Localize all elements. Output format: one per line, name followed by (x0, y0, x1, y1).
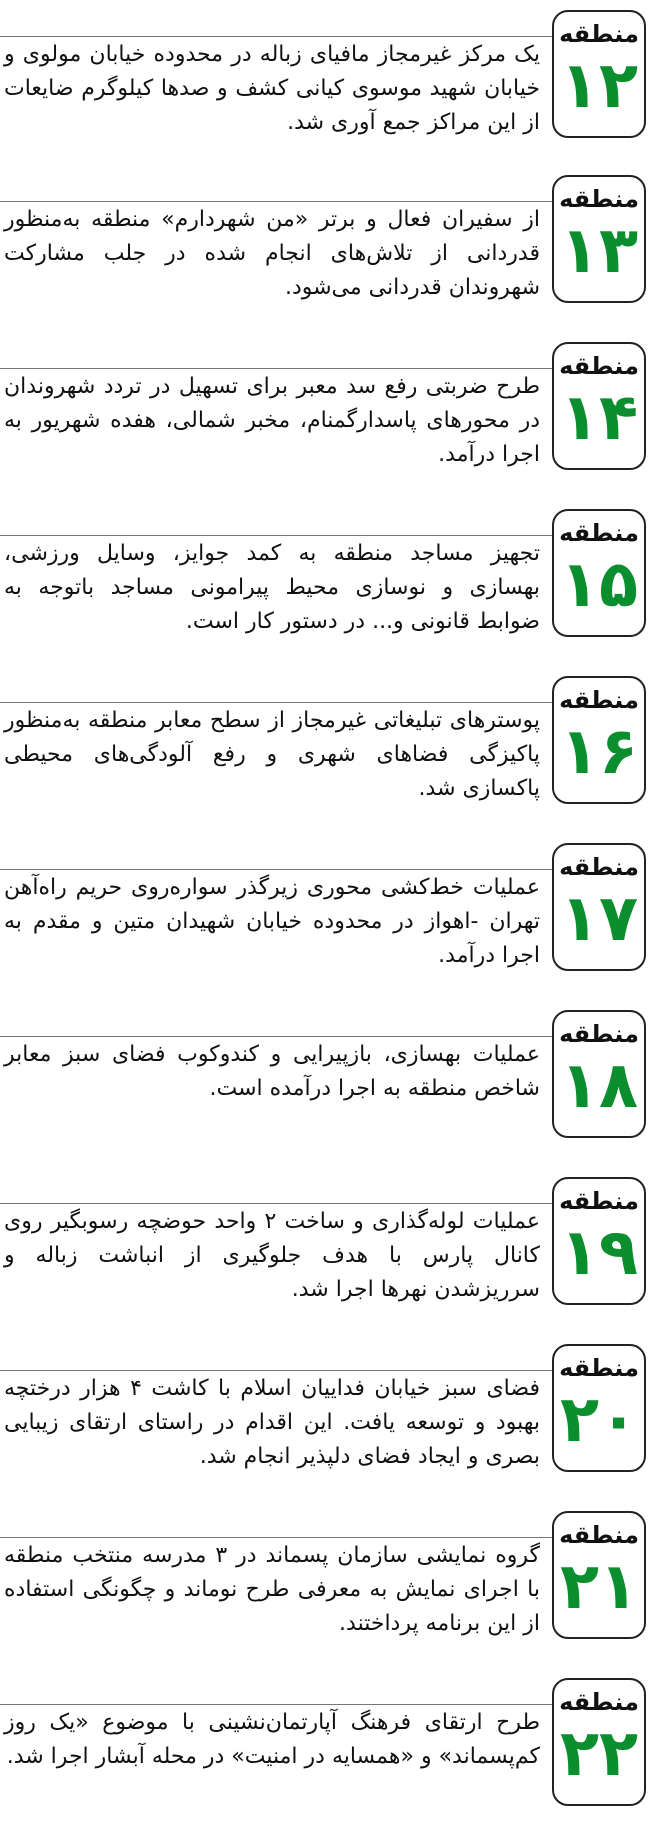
district-label: منطقه (559, 1187, 639, 1215)
district-label: منطقه (559, 853, 639, 881)
district-badge (552, 342, 646, 470)
district-news-text: از سفیران فعال و برتر «من شهردارم» منطقه به‌منظور قدردانی از تلاش‌های انجام شده در جلب مشارکت شهروندان قدردانی می‌شود. (4, 207, 540, 300)
district-news-text: عملیات خط‌کشی محوری زیرگذر سواره‌روی حریم راه‌آهن تهران -اهواز در محدوده خیابان شهیدان متین و مقدم به اجرا درآمد. (4, 875, 540, 968)
district-news-text: فضای سبز خیابان فداییان اسلام با کاشت ۴ هزار درختچه بهبود و توسعه یافت. این اقدام در راستای ارتقای زیبایی بصری و ایجاد فضای دلپذیر انجام شد. (4, 1376, 540, 1469)
district-item (0, 1511, 648, 1651)
district-number: ۱۶ (559, 715, 639, 789)
district-item (0, 1678, 648, 1818)
district-item (0, 10, 648, 150)
divider-line (0, 201, 552, 202)
district-number: ۲۰ (559, 1383, 639, 1457)
district-item (0, 1177, 648, 1317)
district-badge (552, 1678, 646, 1806)
district-news-text: پوسترهای تبلیغاتی غیرمجاز از سطح معابر منطقه به‌منظور پاکیزگی فضاهای شهری و رفع آلودگی‌های محیطی پاکسازی شد. (4, 708, 540, 801)
district-label: منطقه (559, 1020, 639, 1048)
district-news-text: عملیات لوله‌گذاری و ساخت ۲ واحد حوضچه رسوبگیر روی کانال پارس با هدف جلوگیری از انباشت زباله و سرریزشدن نهرها اجرا شد. (4, 1209, 540, 1302)
divider-line (0, 1036, 552, 1037)
district-badge (552, 1511, 646, 1639)
district-item (0, 1010, 648, 1150)
district-item (0, 509, 648, 649)
district-number: ۱۲ (559, 49, 639, 123)
district-badge (552, 10, 646, 138)
district-item (0, 175, 648, 315)
district-badge (552, 843, 646, 971)
district-badge (552, 1177, 646, 1305)
district-label: منطقه (559, 1521, 639, 1549)
district-label: منطقه (559, 1354, 639, 1382)
divider-line (0, 1370, 552, 1371)
district-item (0, 1344, 648, 1484)
district-label: منطقه (559, 185, 639, 213)
district-number: ۲۲ (559, 1717, 639, 1791)
divider-line (0, 1203, 552, 1204)
district-item (0, 843, 648, 983)
district-news-text: گروه نمایشی سازمان پسماند در ۳ مدرسه منتخب منطقه با اجرای نمایش به معرفی طرح نوماند و چگونگی استفاده از این برنامه پرداختند. (4, 1543, 540, 1636)
district-number: ۱۵ (559, 548, 639, 622)
divider-line (0, 869, 552, 870)
district-news-text: یک مرکز غیرمجاز مافیای زباله در محدوده خیابان مولوی و خیابان شهید موسوی کیانی کشف و صدها کیلوگرم ضایعات از این مراکز جمع آوری شد. (4, 42, 540, 135)
district-label: منطقه (559, 20, 639, 48)
district-number: ۱۸ (559, 1049, 639, 1123)
divider-line (0, 36, 552, 37)
divider-line (0, 368, 552, 369)
district-news-text: عملیات بهسازی، بازپیرایی و کندوکوب فضای سبز معابر شاخص منطقه به اجرا درآمده است. (4, 1042, 540, 1101)
district-number: ۱۹ (559, 1216, 639, 1290)
divider-line (0, 1704, 552, 1705)
district-number: ۱۷ (559, 882, 639, 956)
district-item (0, 342, 648, 482)
district-badge (552, 676, 646, 804)
district-news-text: طرح ضربتی رفع سد معبر برای تسهیل در تردد شهروندان در محورهای پاسدارگمنام، مخبر شمالی، هفده شهریور به اجرا درآمد. (4, 374, 540, 467)
district-label: منطقه (559, 686, 639, 714)
district-number: ۱۴ (559, 381, 639, 455)
district-number: ۱۳ (559, 214, 639, 288)
district-badge (552, 175, 646, 303)
district-label: منطقه (559, 352, 639, 380)
district-badge (552, 1010, 646, 1138)
district-news-text: تجهیز مساجد منطقه به کمد جوایز، وسایل ورزشی، بهسازی و نوسازی محیط پیرامونی مساجد باتوجه به ضوابط قانونی و... در دستور کار است. (4, 541, 540, 634)
district-label: منطقه (559, 519, 639, 547)
district-item (0, 676, 648, 816)
divider-line (0, 535, 552, 536)
district-news-text: طرح ارتقای فرهنگ آپارتمان‌نشینی با موضوع «یک روز کم‌پسماند» و «همسایه در امنیت» در محله آبشار اجرا شد. (4, 1710, 540, 1769)
district-label: منطقه (559, 1688, 639, 1716)
district-badge (552, 509, 646, 637)
district-badge (552, 1344, 646, 1472)
divider-line (0, 702, 552, 703)
divider-line (0, 1537, 552, 1538)
district-number: ۲۱ (559, 1550, 639, 1624)
